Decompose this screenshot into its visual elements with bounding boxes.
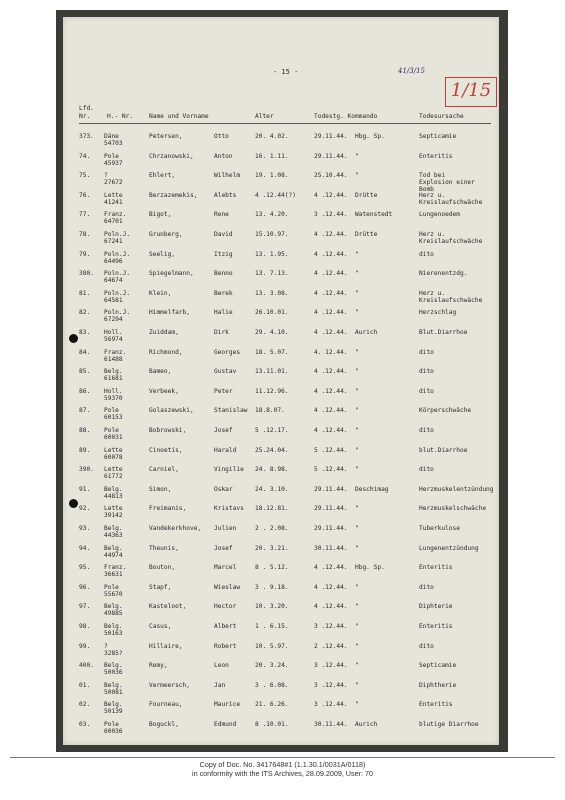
cell-lfd: 94. (79, 544, 91, 552)
cell-kommando: Hbg. Sp. (355, 564, 385, 572)
cell-first: Otto (214, 133, 229, 140)
cell-cause: dito (419, 466, 434, 474)
cell-lfd: 76. (79, 191, 91, 199)
cell-kommando: " (355, 270, 359, 278)
cell-kommando: " (355, 701, 359, 709)
cell-first: Robert (214, 642, 237, 650)
cell-first: Alebts (214, 191, 237, 199)
cell-first: Georges (214, 348, 241, 356)
cell-first: Maurice (214, 701, 241, 709)
cell-last: Chrzanowski, (149, 152, 194, 160)
cell-birth: 1 . 6.15. (255, 623, 289, 630)
cell-lfd: 373. (79, 133, 94, 140)
cell-last: Bigot, (149, 211, 172, 219)
cell-lfd: 81. (79, 289, 91, 297)
cell-last: Freimanis, (149, 505, 187, 513)
cell-nat: Franz. (104, 564, 127, 572)
cell-hnr: 44974 (104, 551, 123, 559)
date-mark: 41/3/15 (398, 67, 425, 75)
cell-kommando: " (355, 309, 359, 317)
cell-death: 5 .12.44. (314, 466, 348, 474)
cell-nat: Poln.J. (104, 309, 131, 317)
cell-hnr: 55670 (104, 590, 123, 598)
punch-hole (69, 334, 78, 343)
cell-hnr: 41241 (104, 198, 123, 206)
cell-cause: Diphterie (419, 603, 453, 611)
cell-kommando: " (355, 642, 359, 650)
cell-birth: 10. 5.97. (255, 642, 289, 650)
cell-birth: 10. 3.20. (255, 603, 289, 611)
cell-kommando: " (355, 623, 359, 630)
cell-nat: Pole (104, 427, 119, 434)
cell-last: Theunis, (149, 544, 179, 552)
cell-death: 4 .12.44. (314, 368, 348, 376)
cell-kommando: " (355, 289, 359, 297)
cell-cause: Herz u. Kreislaufschwäche (419, 231, 483, 245)
cell-death: 29.11.44. (314, 505, 348, 513)
cell-last: Bameo, (149, 368, 172, 376)
cell-last: Spiegelmann, (149, 270, 194, 278)
cell-hnr: 60036 (104, 728, 123, 735)
cell-cause: Lungenentzündung (419, 544, 479, 552)
cell-death: 3 .12.44. (314, 701, 348, 709)
cell-death: 4 .12.44. (314, 603, 348, 611)
cell-birth: 24. 8.98. (255, 466, 289, 474)
cell-cause: Herzschlag (419, 309, 457, 317)
cell-last: Kasteloot, (149, 603, 187, 611)
cell-hnr: 67241 (104, 238, 123, 245)
cell-lfd: 85. (79, 368, 91, 376)
footer-copy-line: Copy of Doc. No. 3417648#1 (1.1.30.1/0031A/0118) (199, 760, 366, 769)
cell-nat: Belg. (104, 603, 123, 611)
cell-death: 30.11.44. (314, 544, 348, 552)
cell-first: Josef (214, 427, 233, 434)
cell-kommando: " (355, 525, 359, 532)
cell-death: 4 .12.44. (314, 329, 348, 336)
cell-nat: Pole (104, 583, 119, 591)
cell-hnr: 50081 (104, 688, 123, 696)
cell-birth: 19. 1.08. (255, 172, 289, 180)
cell-cause: Septicamie (419, 133, 457, 140)
cell-last: Berzazemekis, (149, 191, 198, 199)
cell-last: Remy, (149, 662, 168, 670)
cell-death: 4 .12.44. (314, 583, 348, 591)
cell-birth: 13.11.01. (255, 368, 289, 376)
cell-cause: blut.Diarrhoe (419, 446, 468, 454)
cell-first: Stanislaw (214, 407, 248, 415)
cell-first: Harald (214, 446, 237, 454)
cell-last: Klein, (149, 289, 172, 297)
cell-last: Vermeersch, (149, 681, 190, 689)
cell-birth: 25.24.04. (255, 446, 289, 454)
header-rule (79, 123, 491, 124)
cell-lfd: 83. (79, 329, 91, 336)
cell-lfd: 95. (79, 564, 91, 572)
cell-first: Albert (214, 623, 237, 630)
cell-nat: Franz. (104, 348, 127, 356)
cell-first: Wieslaw (214, 583, 241, 591)
page-number: - 15 - (273, 68, 299, 76)
cell-death: 4 .12.44. (314, 387, 348, 395)
cell-kommando: " (355, 603, 359, 611)
cell-lfd: 89. (79, 446, 91, 454)
cell-death: 29.11.44. (314, 152, 348, 160)
cell-birth: 8 .10.01. (255, 721, 289, 728)
cell-hnr: 44363 (104, 532, 123, 539)
archive-stamp: 1/15 (445, 77, 497, 107)
cell-lfd: 77. (79, 211, 91, 219)
cell-nat: Pole (104, 407, 119, 415)
cell-first: Dirk (214, 329, 229, 336)
cell-death: 3 .12.44. (314, 662, 348, 670)
cell-first: Oskar (214, 485, 233, 493)
cell-last: Stapf, (149, 583, 172, 591)
cell-birth: 3 . 9.18. (255, 583, 289, 591)
cell-cause: Blut.Diarrhoe (419, 329, 468, 336)
footer-rule (10, 757, 555, 758)
cell-nat: Belg. (104, 681, 123, 689)
cell-last: Vandekerkhove, (149, 525, 202, 532)
cell-lfd: 86. (79, 387, 91, 395)
cell-hnr: 44813 (104, 492, 123, 500)
cell-nat: Belg. (104, 623, 123, 630)
cell-last: Richmond, (149, 348, 183, 356)
cell-last: Grunberg, (149, 231, 183, 238)
cell-nat: Holl. (104, 387, 123, 395)
cell-death: 3 .12.44. (314, 623, 348, 630)
cell-first: Leon (214, 662, 229, 670)
cell-cause: Tuberkulose (419, 525, 460, 532)
cell-cause: Herz u. Kreislaufschwäche (419, 191, 483, 206)
cell-cause: Lungenoedem (419, 211, 460, 219)
cell-hnr: 67294 (104, 316, 123, 324)
cell-hnr: 64701 (104, 218, 123, 226)
cell-birth: 29. 4.10. (255, 329, 289, 336)
cell-kommando: Aurich (355, 721, 378, 728)
cell-nat: Lette (104, 505, 123, 513)
cell-death: 2 .12.44. (314, 642, 348, 650)
cell-nat: Poln.J. (104, 250, 131, 258)
punch-hole (69, 499, 78, 508)
cell-kommando: " (355, 583, 359, 591)
cell-nat: Belg. (104, 662, 123, 670)
cell-death: 29.11.44. (314, 485, 348, 493)
cell-hnr: 27672 (104, 179, 123, 187)
cell-lfd: 78. (79, 231, 91, 238)
cell-nat: Däne (104, 133, 119, 140)
header-todesursache: Todesursache (419, 113, 464, 120)
cell-nat: Pole (104, 721, 119, 728)
cell-kommando: " (355, 387, 359, 395)
cell-last: Hillaire, (149, 642, 183, 650)
cell-lfd: 99. (79, 642, 91, 650)
cell-cause: dito (419, 387, 434, 395)
cell-death: 25.10.44. (314, 172, 348, 180)
cell-lfd: 87. (79, 407, 91, 415)
cell-hnr: 49885 (104, 610, 123, 618)
document-page (63, 17, 499, 745)
cell-death: 4 .12.44. (314, 289, 348, 297)
cell-lfd: 93. (79, 525, 91, 532)
cell-birth: 15.10.97. (255, 231, 289, 238)
cell-hnr: 61681 (104, 375, 123, 383)
cell-death: 4 .12.44. (314, 427, 348, 434)
cell-kommando: Hbg. Sp. (355, 133, 385, 140)
cell-death: 29.11.44. (314, 525, 348, 532)
cell-kommando: " (355, 681, 359, 689)
cell-cause: blutige Diarrhoe (419, 721, 479, 728)
cell-nat: Poln.J. (104, 289, 131, 297)
cell-hnr: 64674 (104, 277, 123, 285)
cell-death: 3 .12.44. (314, 211, 348, 219)
cell-death: 4. 12.44. (314, 348, 348, 356)
cell-hnr: 60031 (104, 434, 123, 441)
cell-birth: 13. 7.13. (255, 270, 289, 278)
cell-hnr: 45937 (104, 159, 123, 167)
cell-death: 4 .12.44. (314, 231, 348, 238)
cell-nat: Pole (104, 152, 119, 160)
cell-last: Carniel, (149, 466, 179, 474)
cell-last: Ehlert, (149, 172, 176, 180)
cell-lfd: 84. (79, 348, 91, 356)
header-lfd: Lfd. (79, 105, 94, 112)
cell-kommando: " (355, 348, 359, 356)
cell-hnr: 54703 (104, 140, 123, 147)
cell-lfd: 03. (79, 721, 91, 728)
cell-birth: 20. 3.24. (255, 662, 289, 670)
cell-nat: Poln.J. (104, 270, 131, 278)
cell-first: Vingilie (214, 466, 244, 474)
cell-kommando: Deschimag (355, 485, 389, 493)
cell-death: 29.11.44. (314, 133, 348, 140)
cell-nat: Belg. (104, 368, 123, 376)
cell-first: Anton (214, 152, 233, 160)
cell-nat: Belg. (104, 485, 123, 493)
cell-cause: dito (419, 348, 434, 356)
cell-first: Hector (214, 603, 237, 611)
cell-kommando: " (355, 172, 359, 180)
cell-lfd: 01. (79, 681, 91, 689)
cell-nat: Lette (104, 446, 123, 454)
cell-hnr: 64496 (104, 257, 123, 265)
cell-lfd: 91. (79, 485, 91, 493)
cell-kommando: Aurich (355, 329, 378, 336)
cell-kommando: Drütte (355, 231, 378, 238)
cell-first: Peter (214, 387, 233, 395)
cell-first: Edmund (214, 721, 237, 728)
cell-cause: Enteritis (419, 701, 453, 709)
cell-last: Casus, (149, 623, 172, 630)
cell-cause: Tod bei Explosion einer Bomb (419, 172, 475, 194)
footer-archive-line: in conformity with the ITS Archives, 28.09.2009, User: 70 (192, 769, 373, 778)
cell-lfd: 74. (79, 152, 91, 160)
cell-hnr: 36631 (104, 571, 123, 579)
cell-hnr: 60078 (104, 453, 123, 461)
cell-hnr: 61488 (104, 355, 123, 363)
cell-first: Kristavs (214, 505, 244, 513)
header-todestag: Todestg. Kommando (314, 113, 378, 120)
cell-birth: 18.8.07. (255, 407, 285, 415)
header-haftnr: H.- Nr. (107, 113, 134, 120)
cell-hnr: 39142 (104, 512, 123, 520)
cell-hnr: 56974 (104, 336, 123, 343)
cell-birth: 13. 3.08. (255, 289, 289, 297)
cell-lfd: 02. (79, 701, 91, 709)
cell-kommando: " (355, 427, 359, 434)
cell-birth: 11.12.96. (255, 387, 289, 395)
cell-death: 4 .12.44. (314, 250, 348, 258)
cell-birth: 18.12.81. (255, 505, 289, 513)
cell-death: 30.11.44. (314, 721, 348, 728)
cell-cause: dito (419, 642, 434, 650)
cell-nat: Lette (104, 466, 123, 474)
cell-lfd: 96. (79, 583, 91, 591)
cell-birth: 4 .12.44(?) (255, 191, 296, 199)
cell-hnr: 59370 (104, 394, 123, 402)
cell-nat: Belg. (104, 525, 123, 532)
cell-cause: Enteritis (419, 623, 453, 630)
cell-birth: 16. 1.11. (255, 152, 289, 160)
cell-lfd: 75. (79, 172, 91, 180)
cell-cause: Nierenentzdg. (419, 270, 468, 278)
cell-lfd: 88. (79, 427, 91, 434)
cell-kommando: " (355, 505, 359, 513)
cell-nat: ? (104, 642, 108, 650)
cell-death: 4 .12.44. (314, 191, 348, 199)
cell-hnr: 60153 (104, 414, 123, 422)
cell-first: Jan (214, 681, 226, 689)
cell-cause: Herzmuskelentzündung (419, 485, 494, 493)
cell-death: 3 .12.44. (314, 681, 348, 689)
cell-last: Bobrowski, (149, 427, 187, 434)
cell-cause: Herzmuskelschwäche (419, 505, 487, 513)
cell-lfd: 82. (79, 309, 91, 317)
cell-birth: 8 . 5.12. (255, 564, 289, 572)
cell-cause: Septicamie (419, 662, 457, 670)
cell-cause: Herz u. Kreislaufschwäche (419, 289, 483, 304)
cell-cause: dito (419, 427, 434, 434)
cell-first: Berek (214, 289, 233, 297)
cell-death: 4 .12.44. (314, 407, 348, 415)
cell-cause: Enteritis (419, 152, 453, 160)
cell-nat: Franz. (104, 211, 127, 219)
cell-cause: Diphtherie (419, 681, 457, 689)
cell-kommando: " (355, 446, 359, 454)
cell-kommando: " (355, 152, 359, 160)
cell-last: Bouton, (149, 564, 176, 572)
cell-first: Wilhelm (214, 172, 241, 180)
cell-kommando: " (355, 407, 359, 415)
cell-nat: Poln.J. (104, 231, 131, 238)
cell-lfd: 98. (79, 623, 91, 630)
cell-nat: Belg. (104, 544, 123, 552)
cell-nat: Belg. (104, 701, 123, 709)
cell-hnr: 61772 (104, 473, 123, 481)
cell-last: Boguckl, (149, 721, 179, 728)
cell-hnr: 50163 (104, 630, 123, 637)
cell-birth: 20. 3.21. (255, 544, 289, 552)
cell-birth: 5 .12.17. (255, 427, 289, 434)
cell-kommando: " (355, 662, 359, 670)
cell-first: Julien (214, 525, 237, 532)
cell-hnr: 50139 (104, 708, 123, 716)
cell-last: Seelig, (149, 250, 176, 258)
cell-last: Zuiddam, (149, 329, 179, 336)
header-name: Name und Vorname (149, 113, 209, 120)
cell-nat: Holl. (104, 329, 123, 336)
cell-hnr: 50036 (104, 669, 123, 677)
header-alter: Alter (255, 113, 274, 120)
cell-first: David (214, 231, 233, 238)
cell-first: Halie (214, 309, 233, 317)
cell-death: 4 .12.44. (314, 270, 348, 278)
cell-first: Gustav (214, 368, 237, 376)
cell-hnr: 3285? (104, 649, 123, 657)
cell-kommando: " (355, 544, 359, 552)
cell-nat: ? (104, 172, 108, 180)
cell-cause: Enteritis (419, 564, 453, 572)
cell-birth: 18. 5.07. (255, 348, 289, 356)
cell-lfd: 79. (79, 250, 91, 258)
cell-lfd: 92. (79, 505, 91, 513)
cell-cause: dito (419, 583, 434, 591)
cell-birth: 21. 6.26. (255, 701, 289, 709)
cell-birth: 24. 3.10. (255, 485, 289, 493)
cell-lfd: 380. (79, 270, 94, 278)
cell-kommando: Watenstedt (355, 211, 393, 219)
cell-birth: 13. 4.20. (255, 211, 289, 219)
cell-lfd: 400. (79, 662, 94, 670)
cell-birth: 20. 4.02. (255, 133, 289, 140)
cell-death: 4 .12.44. (314, 309, 348, 317)
cell-last: Simon, (149, 485, 172, 493)
cell-first: Marcel (214, 564, 237, 572)
cell-lfd: 97. (79, 603, 91, 611)
cell-birth: 3 . 6.08. (255, 681, 289, 689)
cell-death: 5 .12.44. (314, 446, 348, 454)
cell-first: Benno (214, 270, 233, 278)
cell-first: Itzig (214, 250, 233, 258)
cell-cause: Körperschwäche (419, 407, 472, 415)
cell-nat: Lette (104, 191, 123, 199)
cell-last: Petersen, (149, 133, 183, 140)
cell-cause: dito (419, 250, 434, 258)
cell-first: Rene (214, 211, 229, 219)
cell-kommando: " (355, 466, 359, 474)
cell-lfd: 390. (79, 466, 94, 474)
cell-kommando: " (355, 368, 359, 376)
cell-kommando: " (355, 250, 359, 258)
cell-last: Himmelfarb, (149, 309, 190, 317)
cell-first: Josef (214, 544, 233, 552)
cell-birth: 2 . 2.08. (255, 525, 289, 532)
cell-cause: dito (419, 368, 434, 376)
cell-hnr: 64581 (104, 296, 123, 304)
cell-birth: 13. 1.95. (255, 250, 289, 258)
cell-birth: 26.10.01. (255, 309, 289, 317)
cell-last: Fourneau, (149, 701, 183, 709)
cell-kommando: Drütte (355, 191, 378, 199)
cell-last: Verbeek, (149, 387, 179, 395)
cell-death: 4 .12.44. (314, 564, 348, 572)
header-nr: Nr. (79, 113, 91, 120)
cell-last: Golaszewski, (149, 407, 194, 415)
cell-last: Cinoetis, (149, 446, 183, 454)
